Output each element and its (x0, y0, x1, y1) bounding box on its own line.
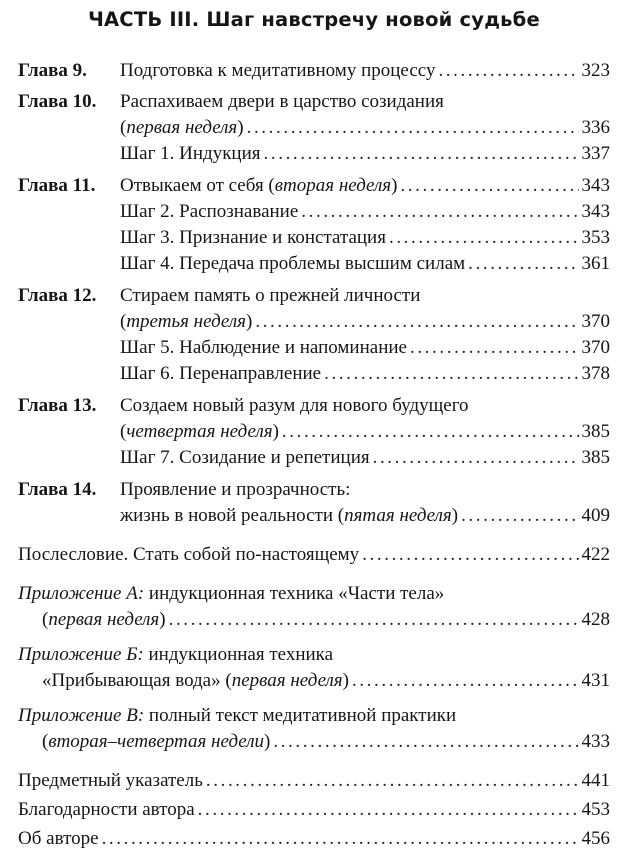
entry-text: ( (120, 421, 127, 442)
entry-text: ( (42, 731, 49, 752)
entry-text: Предметный указатель (18, 770, 203, 791)
entry-text: ( (42, 609, 49, 630)
entry-text: ( (120, 311, 127, 332)
page-number: 453 (581, 799, 610, 820)
entry-title (18, 797, 195, 823)
page-number: 343 (581, 175, 610, 196)
entry-title (18, 703, 456, 729)
chapter-label: Глава 10. (18, 91, 97, 112)
toc-entry-afterword[interactable] (18, 542, 610, 568)
dot-leader (461, 503, 578, 529)
toc-entry[interactable] (120, 199, 610, 225)
chapter-label: Глава 13. (18, 395, 97, 416)
page-number: 323 (581, 60, 610, 81)
entry-text-end: ) (159, 609, 166, 630)
entry-text: ( (120, 117, 127, 138)
week-note: первая неделя (231, 670, 343, 691)
dot-leader (324, 361, 578, 387)
entry-text-end: ) (264, 731, 271, 752)
toc-entry-back-matter[interactable] (18, 797, 610, 823)
week-note: четвертая неделя (126, 421, 273, 442)
entry-text-end: ) (451, 505, 459, 526)
entry-text: Шаг 5. Наблюдение и напоминание (120, 337, 407, 358)
toc-entry[interactable] (120, 477, 610, 503)
toc-entry[interactable] (120, 173, 610, 199)
entry-title (120, 393, 469, 419)
dot-leader (438, 58, 578, 84)
dot-leader (410, 335, 579, 361)
page-number: 431 (581, 670, 610, 691)
dot-leader (282, 419, 579, 445)
entry-text: Благодарности автора (18, 799, 195, 820)
chapter-label: Глава 9. (18, 60, 87, 81)
chapter-label: Глава 12. (18, 285, 97, 306)
entry-text: жизнь в новой реальности ( (120, 505, 345, 526)
week-note: первая неделя (126, 117, 238, 138)
entry-text: Шаг 6. Перенаправление (120, 363, 322, 384)
entry-title (120, 445, 370, 471)
part-title: ЧАСТЬ III. Шаг навстречу новой судьбе (88, 8, 540, 31)
toc-entry-appendix[interactable] (18, 642, 610, 668)
toc-entry[interactable] (120, 251, 610, 277)
dot-leader (468, 251, 578, 277)
page-number: 409 (581, 505, 610, 526)
entry-title (18, 768, 203, 794)
dot-leader (362, 542, 578, 568)
dot-leader (247, 115, 579, 141)
entry-title (120, 251, 465, 277)
week-note: пятая неделя (344, 505, 452, 526)
chapter-label: Глава 14. (18, 479, 97, 500)
entry-text: полный текст медитативной практики (144, 705, 457, 726)
toc-entry[interactable] (120, 309, 610, 335)
page-number: 441 (581, 770, 610, 791)
entry-text: Создаем новый разум для нового будущего (120, 395, 469, 416)
entry-title (120, 58, 435, 84)
entry-title (120, 309, 252, 335)
appendix-label: Приложение В: (18, 705, 145, 726)
toc-entry[interactable] (120, 283, 610, 309)
entry-text: «Прибывающая вода» ( (42, 670, 232, 691)
toc-entry[interactable] (120, 89, 610, 115)
entry-text: Шаг 4. Передача проблемы высшим силам (120, 253, 466, 274)
entry-title (120, 89, 444, 115)
dot-leader (102, 826, 579, 852)
entry-text: Об авторе (18, 828, 99, 849)
entry-text: Отвыкаем от себя ( (120, 175, 275, 196)
toc-entry-appendix[interactable] (42, 607, 610, 633)
toc-entry[interactable] (120, 419, 610, 445)
dot-leader (273, 729, 578, 755)
entry-text: Подготовка к медитативному процессу (120, 60, 436, 81)
entry-text: Шаг 1. Индукция (120, 143, 261, 164)
toc-entry-appendix[interactable] (18, 703, 610, 729)
toc-entry[interactable] (120, 141, 610, 167)
entry-title (120, 225, 386, 251)
entry-text-end: ) (391, 175, 398, 196)
entry-title (120, 477, 350, 503)
dot-leader (373, 445, 579, 471)
entry-title (42, 668, 349, 694)
toc-entry-appendix[interactable] (18, 581, 610, 607)
dot-leader (389, 225, 579, 251)
page-number: 385 (581, 447, 610, 468)
entry-text: Распахиваем двери в царство созидания (120, 91, 444, 112)
entry-text: индукционная техника «Части тела» (144, 583, 445, 604)
entry-text-end: ) (246, 311, 253, 332)
page-number: 353 (581, 227, 610, 248)
entry-title (18, 581, 444, 607)
entry-text: Стираем память о прежней личности (120, 285, 421, 306)
entry-title (120, 141, 261, 167)
entry-text-end: ) (272, 421, 279, 442)
toc-entry[interactable] (120, 335, 610, 361)
entry-title (120, 115, 244, 141)
week-note: третья неделя (126, 311, 246, 332)
toc-entry[interactable] (120, 445, 610, 471)
entry-title (42, 607, 166, 633)
entry-title (120, 173, 397, 199)
page-number: 422 (581, 544, 610, 565)
page-number: 337 (581, 143, 610, 164)
toc-entry[interactable] (120, 115, 610, 141)
entry-title (120, 283, 420, 309)
page-number: 433 (581, 731, 610, 752)
entry-title (18, 826, 99, 852)
week-note: вторая неделя (274, 175, 392, 196)
dot-leader (206, 768, 579, 794)
toc-entry[interactable] (120, 225, 610, 251)
entry-text: индукционная техника (143, 644, 334, 665)
entry-text-end: ) (237, 117, 244, 138)
toc-entry-appendix[interactable] (42, 729, 610, 755)
toc-entry[interactable] (120, 361, 610, 387)
toc-entry[interactable] (120, 503, 610, 529)
toc-entry-appendix[interactable] (42, 668, 610, 694)
dot-leader (264, 141, 579, 167)
appendix-label: Приложение А: (18, 583, 145, 604)
week-note: первая неделя (48, 609, 160, 630)
entry-text: Проявление и прозрачность: (120, 479, 351, 500)
dot-leader (169, 607, 579, 633)
page-number: 370 (581, 337, 610, 358)
page-number: 343 (581, 201, 610, 222)
toc-entry[interactable] (120, 58, 610, 84)
entry-text: Шаг 7. Созидание и репетиция (120, 447, 370, 468)
entry-title (18, 642, 333, 668)
week-note: вторая–четвертая недели (48, 731, 265, 752)
page-number: 336 (581, 117, 610, 138)
entry-text-end: ) (342, 670, 349, 691)
page-number: 361 (581, 253, 610, 274)
entry-title (120, 503, 458, 529)
entry-title (120, 199, 298, 225)
entry-text: Послесловие. Стать собой по-настоящему (18, 544, 360, 565)
entry-text: Шаг 3. Признание и констатация (120, 227, 386, 248)
dot-leader (198, 797, 579, 823)
entry-title (120, 419, 279, 445)
dot-leader (352, 668, 579, 694)
dot-leader (400, 173, 578, 199)
dot-leader (255, 309, 578, 335)
page-number: 385 (581, 421, 610, 442)
entry-title (120, 335, 407, 361)
dot-leader (301, 199, 578, 225)
page-number: 370 (581, 311, 610, 332)
toc-entry-back-matter[interactable] (18, 826, 610, 852)
entry-title (120, 361, 321, 387)
page-number: 456 (581, 828, 610, 849)
toc-entry-back-matter[interactable] (18, 768, 610, 794)
page-number: 428 (581, 609, 610, 630)
entry-title (42, 729, 270, 755)
entry-text: Шаг 2. Распознавание (120, 201, 299, 222)
page-number: 378 (581, 363, 610, 384)
toc-entry[interactable] (120, 393, 610, 419)
appendix-label: Приложение Б: (18, 644, 144, 665)
entry-title (18, 542, 359, 568)
chapter-label: Глава 11. (18, 175, 96, 196)
